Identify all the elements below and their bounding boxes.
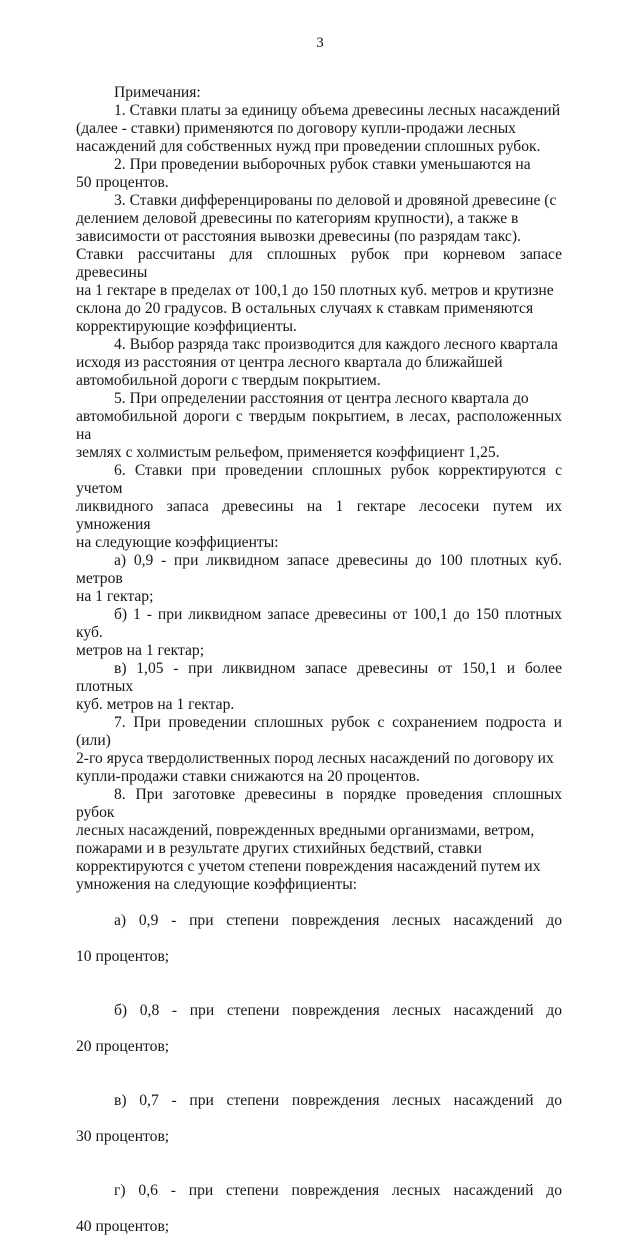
- damage-coefficient-a-end: 10 процентов;: [76, 948, 170, 965]
- damage-coefficient-a-line: а) 0,9 - при степени повреждения лесных насаждений до: [114, 912, 562, 929]
- note-6-item-a: а) 0,9 - при ликвидном запасе древесины до 100 плотных куб. метров на 1 гектар;: [76, 552, 562, 605]
- note-3-continuation: Ставки рассчитаны для сплошных рубок при корневом запасе древесины на 1 гектаре в пределах от 100,1 до 150 плотных куб. метров и крутизне склона до 20 градусов. В остальных случаях к ставкам применяются корректирующие коэффициенты.: [76, 246, 562, 335]
- note-8: 8. При заготовке древесины в порядке проведения сплошных рубок лесных насаждений, поврежденных вредными организмами, ветром, пожарами и в результате других стихийных бедствий, ставки корректируются с учетом степени повреждения насаждений путем их умножения на следующие коэффициенты:: [76, 786, 562, 893]
- damage-coefficient-d-end: 40 процентов;: [76, 1218, 170, 1235]
- damage-coefficient-a: [76, 894, 562, 984]
- damage-coefficient-c-line: в) 0,7 - при степени повреждения лесных насаждений до: [114, 1092, 562, 1109]
- notes-heading: Примечания:: [114, 84, 201, 101]
- damage-coefficient-d: [76, 1164, 562, 1254]
- note-3: 3. Ставки дифференцированы по деловой и дровяной древесине (с делением деловой древесины по категориям крупности), а также в зависимости от расстояния вывозки древесины (по разрядам такс).: [76, 192, 557, 245]
- damage-coefficient-b: [76, 984, 562, 1074]
- note-1: 1. Ставки платы за единицу объема древесины лесных насаждений (далее - ставки) применяются по договору купли-продажи лесных насаждений для собственных нужд при проведении сплошных рубок.: [76, 102, 561, 155]
- damage-coefficient-c: [76, 1074, 562, 1164]
- notes-body: [76, 84, 562, 1254]
- note-7: 7. При проведении сплошных рубок с сохранением подроста и (или) 2-го яруса твердолиственных пород лесных насаждений по договору их купли-продажи ставки снижаются на 20 процентов.: [76, 714, 562, 785]
- note-2: 2. При проведении выборочных рубок ставки уменьшаются на 50 процентов.: [76, 156, 531, 191]
- note-6-item-b: б) 1 - при ликвидном запасе древесины от 100,1 до 150 плотных куб. метров на 1 гектар;: [76, 606, 562, 659]
- page-number: 3: [316, 35, 324, 51]
- damage-coefficient-c-end: 30 процентов;: [76, 1128, 170, 1145]
- note-6-item-c: в) 1,05 - при ликвидном запасе древесины от 150,1 и более плотных куб. метров на 1 гектар.: [76, 660, 562, 713]
- damage-coefficient-b-line: б) 0,8 - при степени повреждения лесных насаждений до: [114, 1002, 562, 1019]
- damage-coefficient-d-line: г) 0,6 - при степени повреждения лесных насаждений до: [114, 1182, 562, 1199]
- note-4: 4. Выбор разряда такс производится для каждого лесного квартала исходя из расстояния от центра лесного квартала до ближайшей автомобильной дороги с твердым покрытием.: [76, 336, 558, 389]
- note-5: 5. При определении расстояния от центра лесного квартала до автомобильной дороги с твердым покрытием, в лесах, расположенных на землях с холмистым рельефом, применяется коэффициент 1,25.: [76, 390, 562, 461]
- note-6: 6. Ставки при проведении сплошных рубок корректируются с учетом ликвидного запаса древесины на 1 гектаре лесосеки путем их умножения на следующие коэффициенты:: [76, 462, 562, 551]
- damage-coefficient-b-end: 20 процентов;: [76, 1038, 170, 1055]
